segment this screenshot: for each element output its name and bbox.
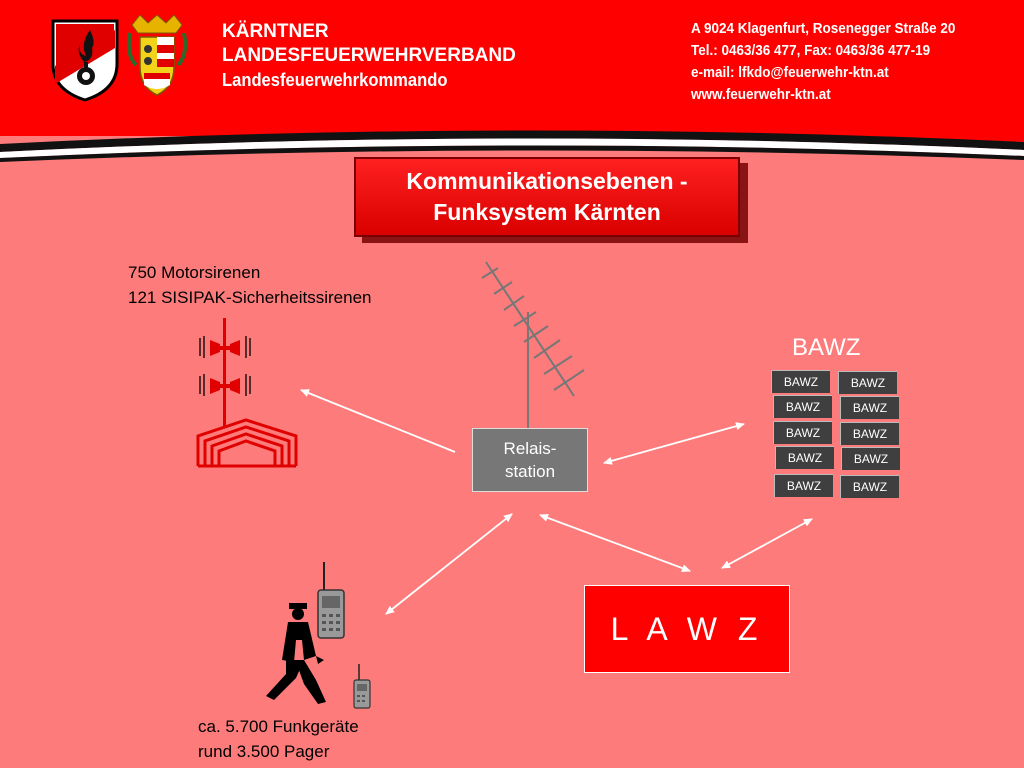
bawz-box: BAWZ	[840, 475, 899, 498]
pager-icon	[354, 664, 370, 708]
website-text: www.feuerwehr-ktn.at	[691, 86, 831, 103]
bawz-box: BAWZ	[774, 474, 833, 497]
arrow-relais-devices	[386, 514, 512, 614]
radio-device-icon	[318, 562, 344, 638]
antenna-icon	[482, 262, 584, 428]
relais-station-box	[472, 428, 588, 492]
bawz-box: BAWZ	[771, 370, 830, 393]
sirens-line-1: 750 Motorsirenen	[128, 263, 261, 282]
relais-line-2: station	[504, 462, 556, 481]
lawz-box: L A W Z	[584, 585, 790, 673]
siren-tower-icon	[198, 318, 296, 466]
phone-text: Tel.: 0463/36 477, Fax: 0463/36 477-19	[691, 42, 931, 59]
connection-arrows	[301, 390, 812, 614]
sirens-caption	[128, 260, 371, 310]
title-line-2: Funksystem Kärnten	[433, 199, 661, 225]
bawz-box: BAWZ	[840, 422, 899, 445]
arrow-relais-sirens	[301, 390, 455, 452]
bawz-box: BAWZ	[840, 396, 899, 419]
arrow-lawz-bawz	[722, 519, 812, 568]
bawz-box: BAWZ	[773, 421, 832, 444]
devices-line-1: ca. 5.700 Funkgeräte	[198, 717, 359, 736]
org-line-3: Landesfeuerwehrkommando	[222, 70, 448, 90]
title-line-1: Kommunikationsebenen -	[406, 168, 688, 194]
arrow-relais-lawz	[540, 515, 690, 571]
bawz-box: BAWZ	[841, 447, 900, 470]
devices-caption	[198, 714, 359, 764]
sirens-line-2: 121 SISIPAK-Sicherheitssirenen	[128, 288, 372, 307]
bawz-heading: BAWZ	[792, 334, 861, 361]
devices-line-2: rund 3.500 Pager	[198, 742, 330, 761]
bawz-box: BAWZ	[775, 446, 834, 469]
firefighter-icon	[266, 603, 326, 704]
bawz-box: BAWZ	[773, 395, 832, 418]
email-text: e-mail: lfkdo@feuerwehr-ktn.at	[691, 64, 889, 81]
arrow-relais-bawz	[604, 424, 744, 463]
org-line-1: KÄRNTNER	[222, 21, 329, 42]
address-text: A 9024 Klagenfurt, Rosenegger Straße 20	[691, 20, 956, 37]
org-line-2: LANDESFEUERWEHRVERBAND	[222, 45, 516, 66]
relais-line-1: Relais-	[503, 439, 557, 458]
bawz-box: BAWZ	[838, 371, 897, 394]
